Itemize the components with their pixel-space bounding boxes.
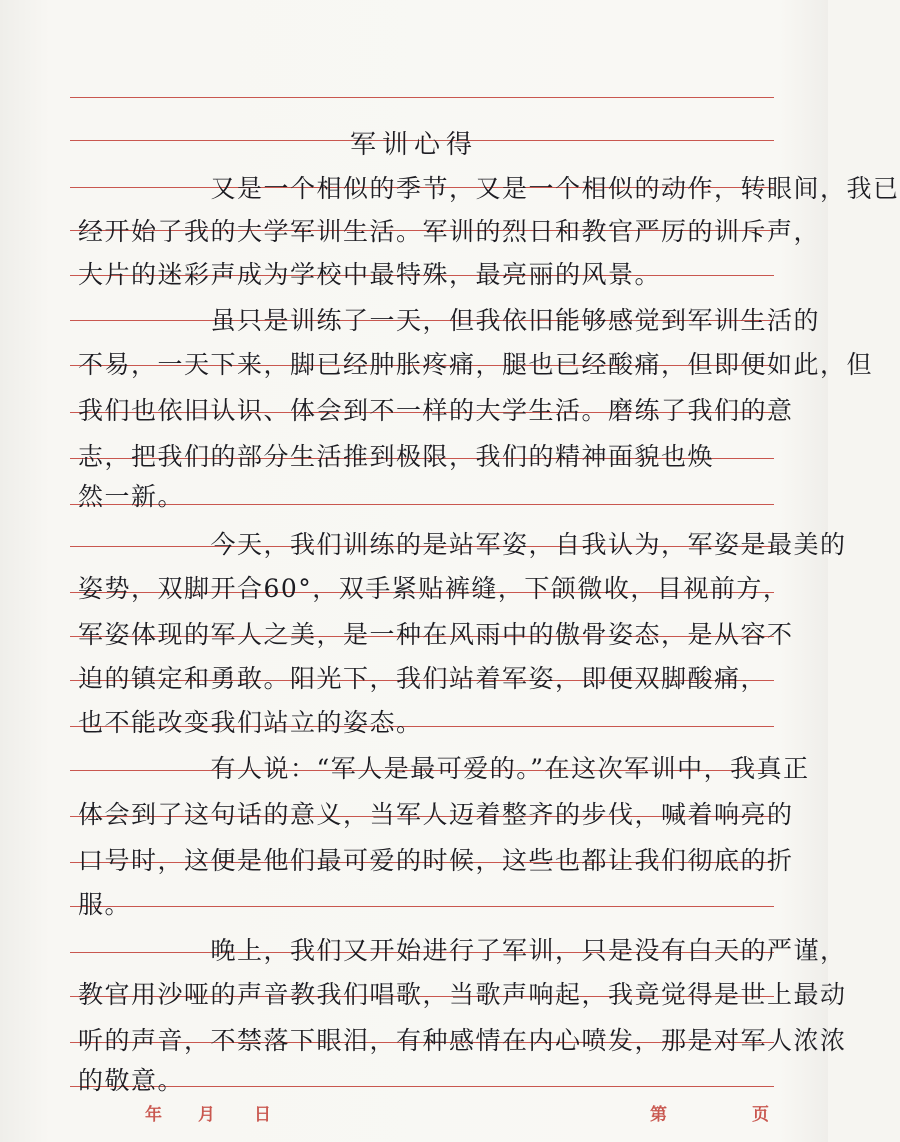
footer-day: 日 [254,1105,272,1125]
essay-line: 口号时，这便是他们最可爱的时候，这些也都让我们彻底的折 [78,846,794,875]
essay-line: 大片的迷彩声成为学校中最特殊，最亮丽的风景。 [78,260,662,289]
essay-line: 晚上，我们又开始进行了军训，只是没有白天的严谨， [78,936,847,965]
essay-line: 虽只是训练了一天，但我依旧能够感觉到军训生活的 [78,306,821,335]
footer-month: 月 [198,1105,216,1125]
essay-line: 教官用沙哑的声音教我们唱歌，当歌声响起，我竟觉得是世上最动 [78,980,847,1009]
essay-line: 迫的镇定和勇敢。阳光下，我们站着军姿，即便双脚酸痛， [78,664,768,693]
essay-line: 然一新。 [78,482,185,511]
essay-line: 军姿体现的军人之美，是一种在风雨中的傲骨姿态，是从容不 [78,620,794,649]
footer-page-prefix: 第 [650,1105,668,1125]
essay-line: 听的声音，不禁落下眼泪，有种感情在内心喷发，那是对军人浓浓 [78,1026,847,1055]
essay-line: 我们也依旧认识、体会到不一样的大学生活。磨练了我们的意 [78,396,794,425]
essay-line: 志，把我们的部分生活推到极限，我们的精神面貌也焕 [78,442,715,471]
footer-year: 年 [145,1105,163,1125]
essay-line: 也不能改变我们站立的姿态。 [78,708,423,737]
essay-line: 体会到了这句话的意义，当军人迈着整齐的步伐，喊着响亮的 [78,800,794,829]
essay-line: 又是一个相似的季节，又是一个相似的动作，转眼间，我已 [78,174,900,203]
essay-line: 经开始了我的大学军训生活。军训的烈日和教官严厉的训斥声， [78,217,821,246]
essay-line: 服。 [78,890,132,919]
essay-title: 军训心得 [349,130,478,160]
essay-line: 今天，我们训练的是站军姿，自我认为，军姿是最美的 [78,530,847,559]
essay-line: 有人说：“军人是最可爱的。”在这次军训中，我真正 [78,754,810,783]
essay-line: 不易，一天下来，脚已经肿胀疼痛，腿也已经酸痛，但即便如此，但 [78,350,874,379]
footer-page-suffix: 页 [752,1105,770,1125]
ruled-line [70,97,774,98]
essay-line: 的敬意。 [78,1066,185,1095]
essay-line: 姿势，双脚开合60°，双手紧贴裤缝，下颌微收，目视前方， [78,574,790,603]
